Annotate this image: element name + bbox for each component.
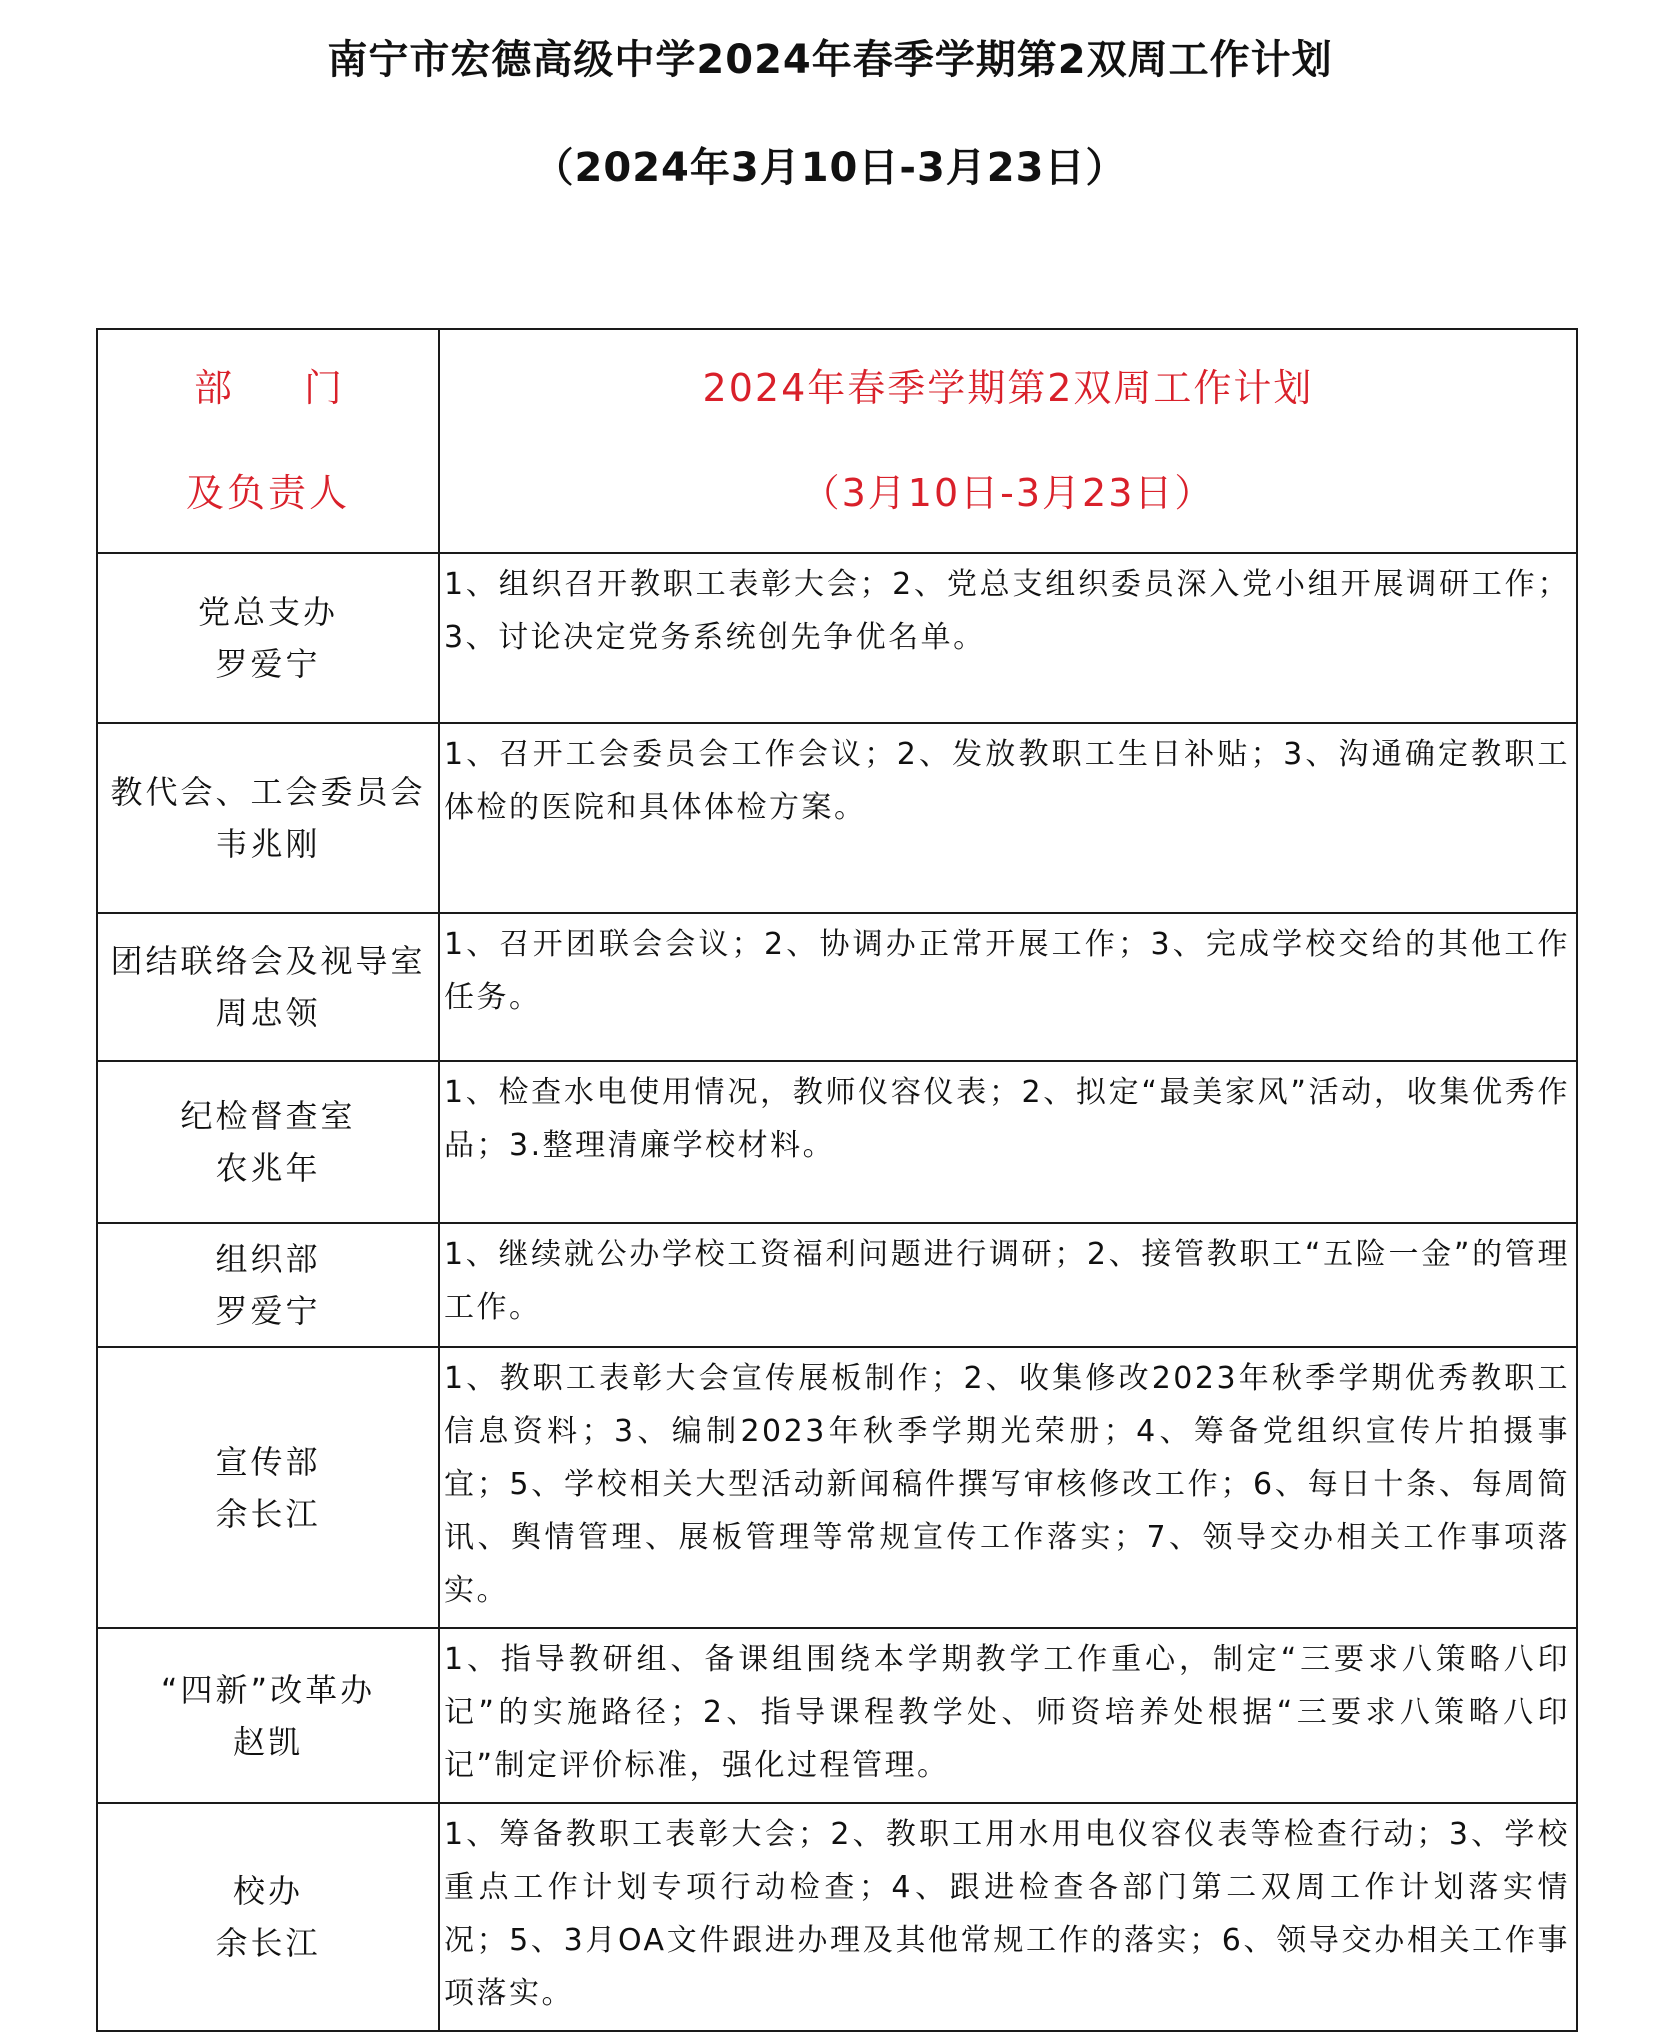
- department-cell: [97, 553, 439, 723]
- department-name: 校办: [232, 1872, 303, 1910]
- header-plan-dates: （3月10日-3月23日）: [801, 471, 1215, 515]
- responsible-person: 罗爱宁: [215, 1292, 321, 1330]
- plan-cell: 1、指导教研组、备课组围绕本学期教学工作重心，制定“三要求八策略八印记”的实施路径；2、指导课程教学处、师资培养处根据“三要求八策略八印记”制定评价标准，强化过程管理。: [439, 1628, 1577, 1803]
- department-cell: [97, 1347, 439, 1628]
- table-row: [97, 913, 1577, 1061]
- document-subtitle: （2024年3月10日-3月23日）: [533, 145, 1127, 191]
- table-header-row: [97, 329, 1577, 553]
- table-row: [97, 1628, 1577, 1803]
- table-row: [97, 1803, 1577, 2031]
- responsible-person: 农兆年: [215, 1149, 321, 1187]
- department-cell: [97, 1223, 439, 1347]
- header-plan-cell: [439, 329, 1577, 553]
- plan-cell: 1、召开工会委员会工作会议；2、发放教职工生日补贴；3、沟通确定教职工体检的医院和具体体检方案。: [439, 723, 1577, 913]
- plan-cell: 1、组织召开教职工表彰大会；2、党总支组织委员深入党小组开展调研工作；3、讨论决定党务系统创先争优名单。: [439, 553, 1577, 723]
- document-title: 南宁市宏德高级中学2024年春季学期第2双周工作计划: [327, 37, 1333, 83]
- responsible-person: 韦兆刚: [215, 825, 321, 863]
- plan-cell: 1、召开团联会会议；2、协调办正常开展工作；3、完成学校交给的其他工作任务。: [439, 913, 1577, 1061]
- department-name: 党总支办: [197, 593, 338, 631]
- department-cell: [97, 913, 439, 1061]
- header-plan-title: 2024年春季学期第2双周工作计划: [702, 366, 1314, 410]
- plan-cell: 1、教职工表彰大会宣传展板制作；2、收集修改2023年秋季学期优秀教职工信息资料；3、编制2023年秋季学期光荣册；4、筹备党组织宣传片拍摄事宜；5、学校相关大型活动新闻稿件撰写审核修改工作；6、每日十条、每周简讯、舆情管理、展板管理等常规宣传工作落实；7、领导交办相关工作事项落实。: [439, 1347, 1577, 1628]
- table-row: [97, 1347, 1577, 1628]
- department-name: 组织部: [215, 1240, 321, 1278]
- responsible-person: 周忠领: [215, 994, 321, 1032]
- responsible-person: 罗爱宁: [215, 645, 321, 683]
- department-cell: [97, 1061, 439, 1223]
- department-name: 纪检督查室: [180, 1097, 356, 1135]
- plan-cell: 1、筹备教职工表彰大会；2、教职工用水用电仪容仪表等检查行动；3、学校重点工作计划专项行动检查；4、跟进检查各部门第二双周工作计划落实情况；5、3月OA文件跟进办理及其他常规工作的落实；6、领导交办相关工作事项落实。: [439, 1803, 1577, 2031]
- department-cell: [97, 1803, 439, 2031]
- responsible-person: 赵凯: [232, 1722, 303, 1761]
- responsible-person: 余长江: [215, 1494, 321, 1533]
- work-plan-table: [96, 328, 1578, 2032]
- plan-cell: 1、检查水电使用情况，教师仪容仪表；2、拟定“最美家风”活动，收集优秀作品；3.整理清廉学校材料。: [439, 1061, 1577, 1223]
- table-row: [97, 1061, 1577, 1223]
- table-row: [97, 1223, 1577, 1347]
- department-name: 团结联络会及视导室: [110, 942, 426, 980]
- header-department-label: 部门: [193, 366, 414, 410]
- table-row: [97, 723, 1577, 913]
- header-responsible-label: 及负责人: [185, 471, 350, 515]
- header-department-cell: [97, 329, 439, 553]
- department-name: 宣传部: [215, 1442, 321, 1481]
- department-name: “四新”改革办: [160, 1670, 376, 1709]
- department-name: 教代会、工会委员会: [110, 773, 426, 811]
- department-cell: [97, 723, 439, 913]
- table-row: [97, 553, 1577, 723]
- plan-cell: 1、继续就公办学校工资福利问题进行调研；2、接管教职工“五险一金”的管理工作。: [439, 1223, 1577, 1347]
- responsible-person: 余长江: [215, 1924, 321, 1962]
- department-cell: [97, 1628, 439, 1803]
